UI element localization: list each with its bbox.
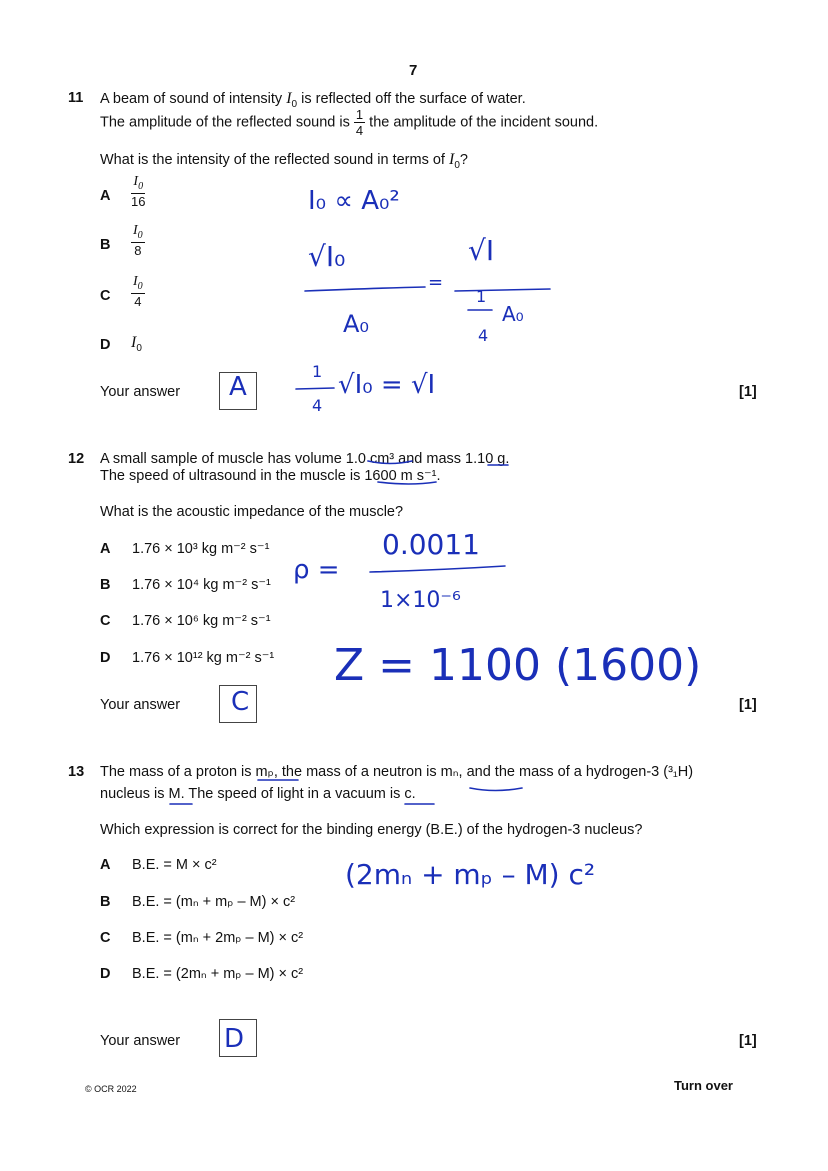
q11-option-a-letter[interactable]: A: [100, 188, 111, 204]
q13-option-b-letter[interactable]: B: [100, 894, 111, 910]
q13-option-a-letter[interactable]: A: [100, 857, 111, 873]
q12-line2: The speed of ultrasound in the muscle is 1600 m s⁻¹.: [100, 468, 441, 484]
q12-your-answer-label: Your answer: [100, 697, 181, 713]
q13-number: 13: [68, 764, 85, 780]
q12-option-a-letter[interactable]: A: [100, 541, 111, 557]
q11-line2-pre: The amplitude of the reflected sound is: [100, 114, 354, 131]
q11-working-br-a: A₀: [502, 302, 524, 326]
q12-option-c-letter[interactable]: C: [100, 613, 111, 629]
q11-option-b-num: $I_0$: [133, 223, 143, 241]
footer-copyright: © OCR 2022: [85, 1084, 137, 1094]
q11-working-br-den: 4: [478, 326, 489, 345]
q11-option-b-den: 8: [134, 242, 142, 258]
q13-option-c-letter[interactable]: C: [100, 930, 111, 946]
q13-underline-mn: [470, 788, 522, 791]
q13-option-d[interactable]: B.E. = (2mₙ + mₚ – M) × c²: [132, 966, 304, 982]
q11-frac-den: 4: [355, 123, 364, 138]
q13-option-c[interactable]: B.E. = (mₙ + 2mₚ – M) × c²: [132, 930, 304, 946]
q13-working: (2mₙ + mₚ – M) c²: [345, 858, 596, 891]
q11-prompt-var: I: [448, 151, 455, 168]
q12-option-b-letter[interactable]: B: [100, 577, 111, 593]
q11-answer-handwritten: A: [229, 372, 247, 402]
q12-working-z: Z = 1100 (1600): [334, 640, 702, 691]
q12-line1: A small sample of muscle has volume 1.0 cm³ and mass 1.10 g.: [100, 451, 510, 467]
q11-working-top-left: √I₀: [308, 240, 346, 273]
q13-answer-handwritten: D: [224, 1024, 245, 1054]
q11-option-c-sub: 0: [137, 280, 143, 292]
q11-number: 11: [68, 90, 84, 106]
q11-working-l3-num: 1: [312, 362, 323, 381]
page-number: 7: [409, 62, 418, 79]
q12-working-num: 0.0011: [382, 528, 480, 561]
q11-option-c-den: 4: [134, 293, 142, 309]
q11-your-answer-label: Your answer: [100, 384, 181, 400]
q11-option-c-num: $I_0$: [133, 274, 143, 292]
q11-working-prop: I₀ ∝ A₀²: [308, 186, 400, 216]
q11-option-c-letter[interactable]: C: [100, 288, 111, 304]
q11-option-d-letter[interactable]: D: [100, 337, 111, 353]
q11-line1-var: I: [286, 90, 292, 107]
q13-option-d-letter[interactable]: D: [100, 966, 111, 982]
q11-option-d-sub: 0: [136, 342, 142, 354]
q12-working-rho: ρ =: [293, 555, 340, 585]
q13-your-answer-label: Your answer: [100, 1033, 181, 1049]
q11-working-br-num: 1: [476, 287, 487, 306]
q11-option-d-var: I: [131, 334, 137, 351]
q11-line1-sub: 0: [291, 98, 298, 110]
q11-line1-post: is reflected off the surface of water.: [297, 91, 526, 107]
q11-line1-pre: A beam of sound of intensity: [100, 91, 287, 107]
q11-prompt-pre: What is the intensity of the reflected sound in terms of: [100, 152, 449, 168]
q11-working-top-right: √I: [468, 234, 495, 267]
q12-option-d[interactable]: 1.76 × 10¹² kg m⁻² s⁻¹: [132, 650, 275, 666]
q11-option-a-sub: 0: [138, 180, 144, 192]
q11-option-b-letter[interactable]: B: [100, 237, 111, 253]
q11-frac-num: 1: [355, 107, 364, 122]
q12-working-den: 1×10⁻⁶: [380, 588, 461, 613]
q11-marks: [1]: [739, 384, 757, 400]
q13-line2: nucleus is M. The speed of light in a vacuum is c.: [100, 786, 416, 802]
q12-marks: [1]: [739, 697, 757, 713]
q11-working-l3-rest: √I₀ = √I: [338, 370, 436, 400]
q13-prompt: Which expression is correct for the binding energy (B.E.) of the hydrogen-3 nucleus?: [100, 822, 643, 838]
q11-working-bottom-left: A₀: [343, 310, 370, 338]
q12-prompt: What is the acoustic impedance of the muscle?: [100, 504, 404, 520]
q11-option-a-num: $I_0$: [133, 174, 144, 192]
q11-line2-post: the amplitude of the incident sound.: [365, 114, 599, 131]
q12-answer-handwritten: C: [231, 687, 250, 717]
q13-option-b[interactable]: B.E. = (mₙ + mₚ – M) × c²: [132, 894, 296, 910]
q11-option-a-den: 16: [131, 193, 146, 209]
q12-option-c[interactable]: 1.76 × 10⁶ kg m⁻² s⁻¹: [132, 613, 271, 629]
q13-line1: The mass of a proton is mₚ, the mass of a neutron is mₙ, and the mass of a hydrogen-3 (³₁H): [100, 764, 694, 780]
q12-option-d-letter[interactable]: D: [100, 650, 111, 666]
q12-number: 12: [68, 451, 85, 467]
footer-turn-over: Turn over: [674, 1078, 733, 1093]
q11-working-l3-den: 4: [312, 396, 323, 415]
q11-option-b-sub: 0: [137, 229, 143, 241]
q12-option-a[interactable]: 1.76 × 10³ kg m⁻² s⁻¹: [132, 541, 270, 557]
q11-prompt-post: ?: [459, 152, 468, 168]
q13-marks: [1]: [739, 1033, 757, 1049]
q11-prompt-sub: 0: [454, 159, 460, 171]
q13-option-a[interactable]: B.E. = M × c²: [132, 857, 217, 873]
q11-working-equals: =: [428, 272, 444, 293]
q12-option-b[interactable]: 1.76 × 10⁴ kg m⁻² s⁻¹: [132, 577, 271, 593]
